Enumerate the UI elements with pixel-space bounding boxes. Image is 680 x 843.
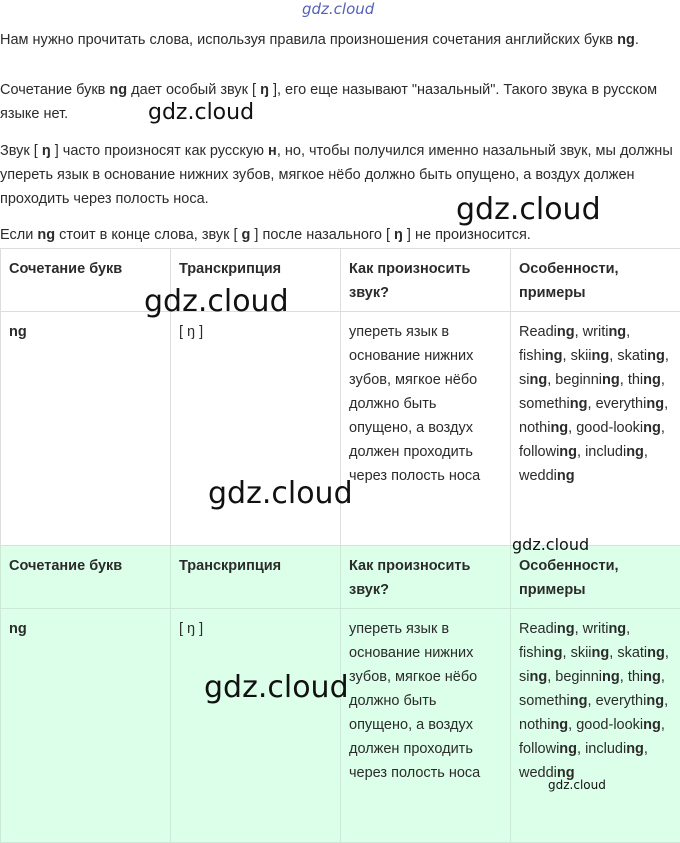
example-word: fishing	[519, 348, 563, 364]
column-header: Как произносить звук?	[341, 546, 511, 609]
example-word: something	[519, 396, 588, 412]
example-word: thing	[628, 669, 661, 685]
example-word: everything	[596, 693, 665, 709]
watermark: gdz.cloud	[208, 476, 353, 511]
watermark: gdz.cloud	[204, 670, 349, 705]
example-word: thing	[628, 372, 661, 388]
example-word: skiing	[571, 645, 610, 661]
example-word: wedding	[519, 765, 575, 781]
column-header: Особенности, примеры	[511, 249, 680, 312]
example-word: including	[585, 741, 644, 757]
table-header-row	[1, 546, 680, 609]
example-word: beginning	[555, 372, 619, 388]
column-header: Транскрипция	[171, 249, 341, 312]
example-word: skiing	[571, 348, 610, 364]
example-word: including	[585, 444, 644, 460]
intro-paragraph-2: Сочетание букв ng дает особый звук [ ŋ ], его еще называют "назальный". Такого звука в русском языке нет.	[0, 78, 678, 126]
cell-combo: ng	[1, 609, 171, 843]
cell-how: упереть язык в основание нижних зубов, мягкое нёбо должно быть опущено, а воздух должен проходить через полость носа	[341, 609, 511, 843]
intro-paragraph-1: Нам нужно прочитать слова, используя правила произношения сочетания английских букв ng.	[0, 28, 678, 52]
example-word: nothing	[519, 717, 568, 733]
example-word: wedding	[519, 468, 575, 484]
watermark: gdz.cloud	[302, 0, 374, 18]
cell-examples: Reading, writing, fishing, skiing, skating, sing, beginning, thing, something, everything, nothing, good-looking, following, including, wedding	[511, 609, 680, 843]
example-word: everything	[596, 396, 665, 412]
example-word: writing	[583, 621, 627, 637]
column-header: Как произносить звук?	[341, 249, 511, 312]
watermark: gdz.cloud	[548, 778, 606, 792]
column-header: Сочетание букв	[1, 546, 171, 609]
example-word: sing	[519, 669, 547, 685]
column-header: Сочетание букв	[1, 249, 171, 312]
example-word: good-looking	[576, 717, 661, 733]
example-word: sing	[519, 372, 547, 388]
example-word: fishing	[519, 645, 563, 661]
table-row	[1, 609, 680, 843]
cell-combo: ng	[1, 312, 171, 546]
cell-how: упереть язык в основание нижних зубов, мягкое нёбо должно быть опущено, а воздух должен проходить через полость носа	[341, 312, 511, 546]
example-word: something	[519, 693, 588, 709]
example-word: good-looking	[576, 420, 661, 436]
example-word: nothing	[519, 420, 568, 436]
table-header-row	[1, 249, 680, 312]
example-word: Reading	[519, 324, 575, 340]
watermark: gdz.cloud	[148, 100, 254, 125]
cell-transcription: [ ŋ ]	[171, 609, 341, 843]
example-word: Reading	[519, 621, 575, 637]
watermark: gdz.cloud	[144, 284, 289, 319]
watermark: gdz.cloud	[456, 192, 601, 227]
watermark: gdz.cloud	[512, 535, 589, 554]
example-word: writing	[583, 324, 627, 340]
column-header: Особенности, примеры	[511, 546, 680, 609]
example-word: beginning	[555, 669, 619, 685]
example-word: following	[519, 741, 577, 757]
intro-paragraph-3: Звук [ ŋ ] часто произносят как русскую н, но, чтобы получился именно назальный звук, мы должны упереть язык в основание нижних зубов, мягкое нёбо должно быть опущено, а воздух должен проходить через полость носа.	[0, 139, 678, 211]
cell-examples: Reading, writing, fishing, skiing, skating, sing, beginning, thing, something, everything, nothing, good-looking, following, including, wedding	[511, 312, 680, 546]
cell-transcription: [ ŋ ]	[171, 312, 341, 546]
example-word: skating	[617, 348, 665, 364]
intro-paragraph-4: Если ng стоит в конце слова, звук [ g ] после назального [ ŋ ] не произносится.	[0, 223, 678, 247]
column-header: Транскрипция	[171, 546, 341, 609]
example-word: skating	[617, 645, 665, 661]
example-word: following	[519, 444, 577, 460]
